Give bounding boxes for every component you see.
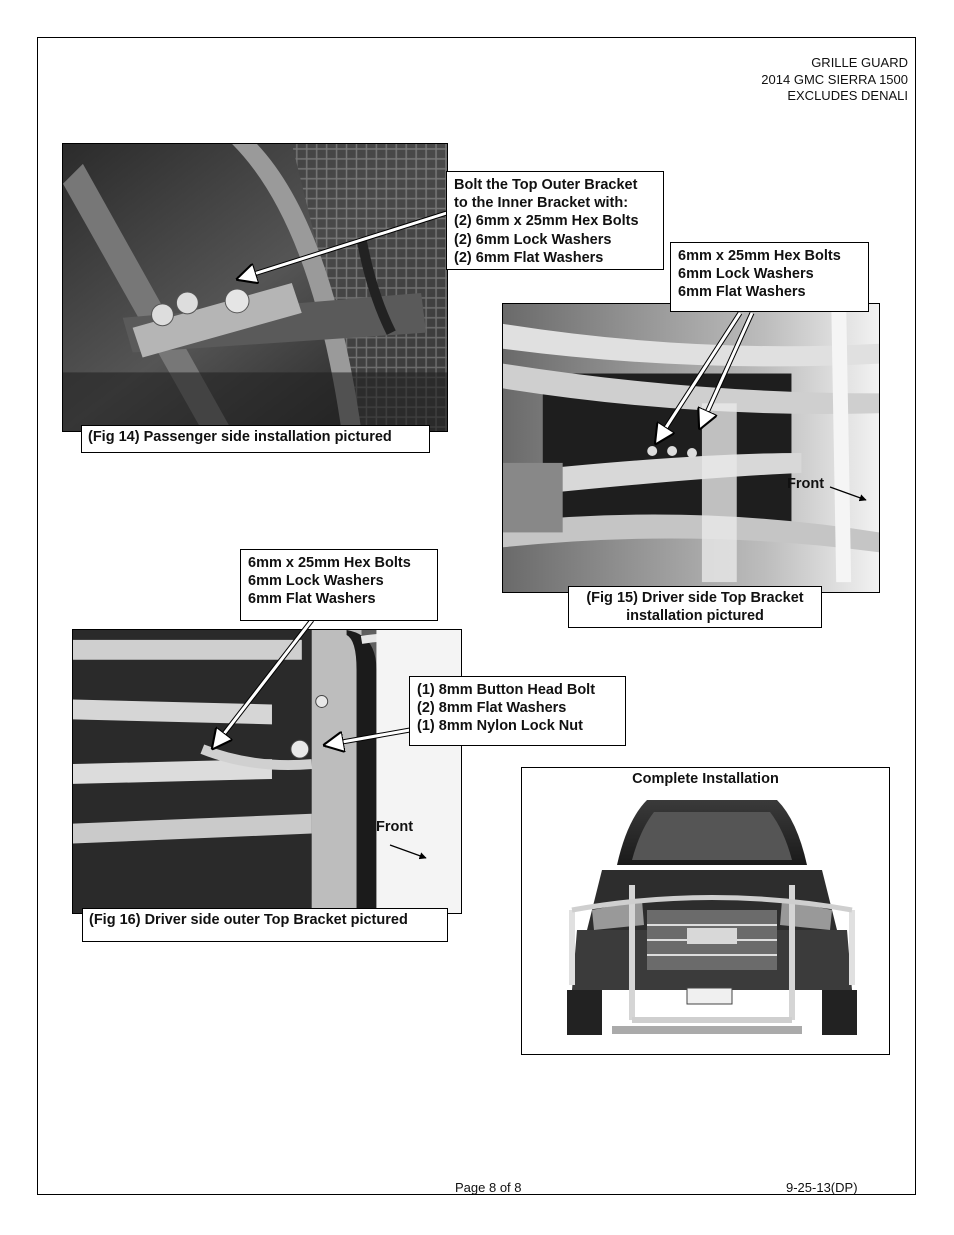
fig14-callout-line: to the Inner Bracket with: [454, 195, 629, 212]
fig16-hex-callout-line: 6mm Lock Washers [248, 573, 384, 590]
fig16-front-label: Front [376, 819, 414, 835]
fig14-callout-line: (2) 6mm x 25mm Hex Bolts [454, 213, 639, 230]
fig15-callout-line: 6mm x 25mm Hex Bolts [678, 248, 841, 264]
page-number: Page 8 of 8 [455, 1180, 522, 1195]
fig15-photo [502, 303, 880, 593]
fig14-callout [446, 171, 664, 270]
header-vehicle: 2014 GMC SIERRA 1500 [761, 71, 908, 87]
document-code: 9-25-13(DP) [786, 1180, 858, 1195]
document-header [761, 55, 908, 105]
header-product: GRILLE GUARD [811, 55, 908, 70]
complete-installation-title: Complete Installation [632, 771, 779, 787]
fig14-callout-line: (2) 6mm Flat Washers [454, 249, 604, 266]
fig14-callout-line: Bolt the Top Outer Bracket [454, 177, 638, 193]
fig15-front-label: Front [787, 476, 825, 492]
fig15-callout-line: 6mm Flat Washers [678, 284, 806, 301]
fig15-caption-line: (Fig 15) Driver side Top Bracket [586, 590, 804, 606]
fig16-hex-callout [240, 549, 438, 621]
header-exclusion: EXCLUDES DENALI [787, 88, 908, 103]
fig16-button-callout-line: (1) 8mm Nylon Lock Nut [417, 718, 583, 735]
fig16-photo [72, 629, 462, 914]
fig16-hex-callout-line: 6mm x 25mm Hex Bolts [248, 555, 411, 571]
complete-installation-panel [521, 767, 890, 1055]
fig15-callout [670, 242, 869, 312]
fig16-button-callout-line: (1) 8mm Button Head Bolt [417, 682, 596, 698]
fig14-photo [62, 143, 448, 432]
fig16-button-callout [409, 676, 626, 746]
fig16-hex-callout-line: 6mm Flat Washers [248, 591, 376, 608]
fig14-callout-line: (2) 6mm Lock Washers [454, 231, 612, 248]
fig15-callout-line: 6mm Lock Washers [678, 266, 814, 283]
fig15-caption [568, 586, 822, 628]
fig15-caption-line: installation pictured [626, 608, 764, 624]
fig16-button-callout-line: (2) 8mm Flat Washers [417, 700, 567, 717]
fig16-caption: (Fig 16) Driver side outer Top Bracket pictured [82, 908, 448, 942]
truck-photo [552, 790, 862, 1052]
fig14-caption: (Fig 14) Passenger side installation pictured [81, 425, 430, 453]
